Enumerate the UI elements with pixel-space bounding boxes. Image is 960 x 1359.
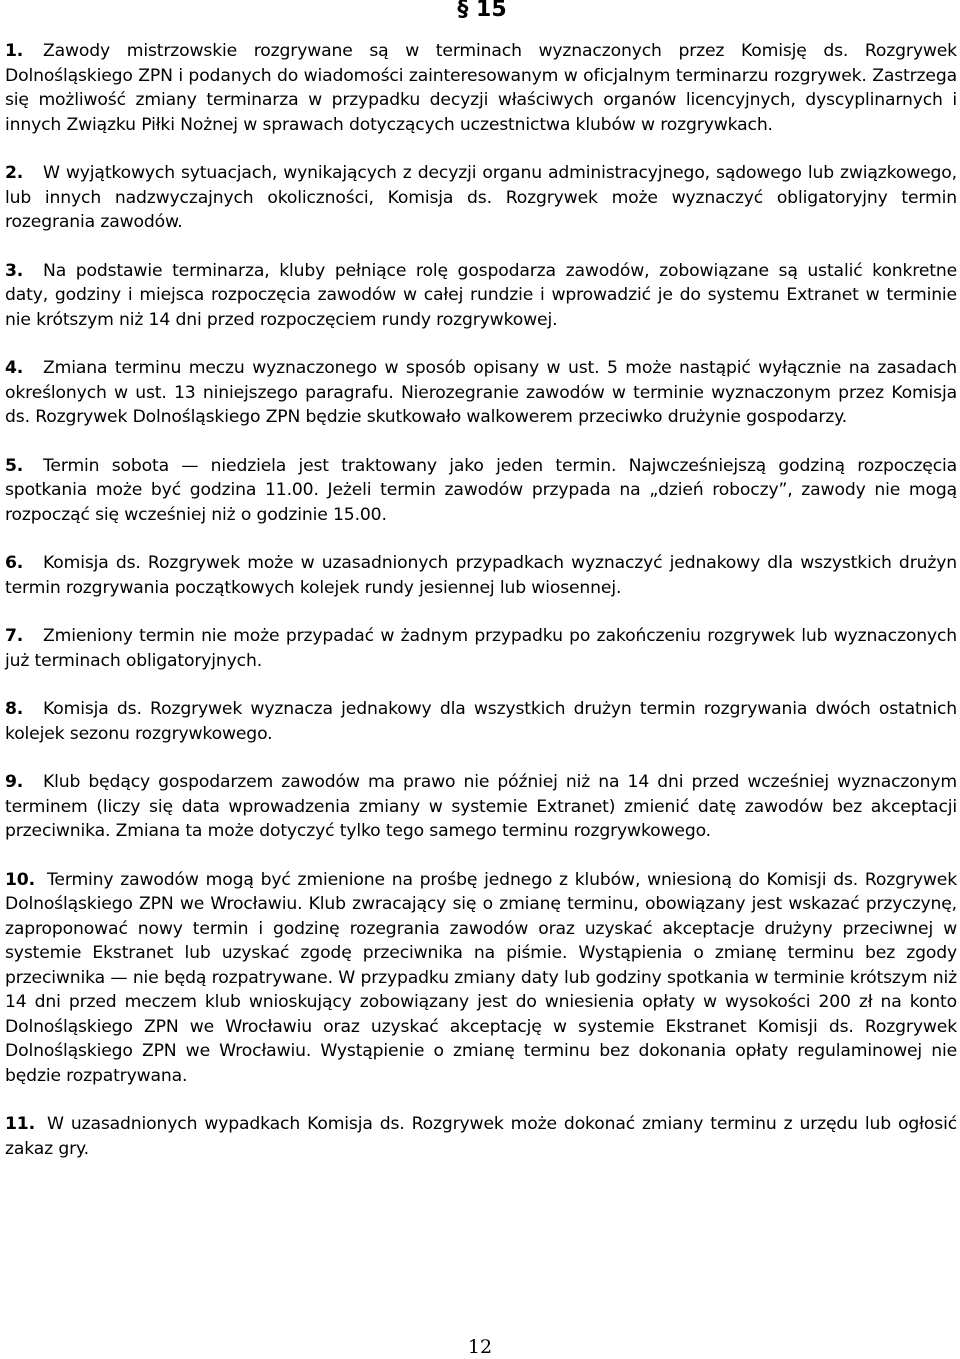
paragraph-8 (5, 697, 957, 746)
section-heading-text: § 15 (457, 0, 507, 22)
paragraph-4 (5, 356, 957, 430)
paragraph-text: Zawody mistrzowskie rozgrywane są w terminach wyznaczonych przez Komisję ds. Rozgrywek Dolnośląskiego ZPN i podanych do wiadomości zainteresowanym w oficjalnym terminarzu rozgrywek. Zastrzega się możliwość zmiany terminarza w przypadku decyzji właściwych organów licencyjnych, dyscyplinarnych i innych Związku Piłki Nożnej w sprawach dotyczących uczestnictwa klubów w rozgrywkach. (5, 41, 957, 135)
paragraph-text: Klub będący gospodarzem zawodów ma prawo nie później niż na 14 dni przed wcześniej wyznaczonym terminem (liczy się data wprowadzenia zmiany w systemie Extranet) zmienić datę zawodów bez akceptacji przeciwnika. Zmiana ta może dotyczyć tylko tego samego terminu rozgrywkowego. (5, 772, 957, 841)
paragraph-number: 2. (5, 163, 24, 183)
paragraph-number: 7. (5, 626, 24, 646)
paragraph-text: W uzasadnionych wypadkach Komisja ds. Rozgrywek może dokonać zmiany terminu z urzędu lub ogłosić zakaz gry. (5, 1114, 957, 1159)
paragraph-number: 10. (5, 869, 35, 890)
paragraph-text: W wyjątkowych sytuacjach, wynikających z decyzji organu administracyjnego, sądowego lub związkowego, lub innych nadzwyczajnych okoliczności, Komisja ds. Rozgrywek może wyznaczyć obligatoryjny termin rozegrania zawodów. (5, 163, 957, 232)
paragraph-text: Zmieniony termin nie może przypadać w żadnym przypadku po zakończeniu rozgrywek lub wyznaczonych już terminach obligatoryjnych. (5, 626, 957, 671)
paragraph-number: 8. (5, 699, 24, 719)
paragraph-6 (5, 551, 957, 600)
paragraph-number: 4. (5, 358, 24, 378)
paragraph-number: 1. (5, 41, 24, 61)
paragraph-text: Zmiana terminu meczu wyznaczonego w sposób opisany w ust. 5 może nastąpić wyłącznie na zasadach określonych w ust. 13 niniejszego paragrafu. Nierozegranie zawodów w terminie wyznaczonym przez Komisja ds. Rozgrywek Dolnośląskiego ZPN będzie skutkowało walkowerem przeciwko drużynie gospodarzy. (5, 358, 957, 427)
paragraph-9 (5, 770, 957, 844)
paragraph-text: Komisja ds. Rozgrywek może w uzasadnionych przypadkach wyznaczyć jednakowy dla wszystkich drużyn termin rozgrywania początkowych kolejek rundy jesiennej lub wiosennej. (5, 553, 957, 598)
paragraph-10 (5, 868, 957, 1089)
paragraph-text: Komisja ds. Rozgrywek wyznacza jednakowy dla wszystkich drużyn termin rozgrywania dwóch ostatnich kolejek sezonu rozgrywkowego. (5, 699, 957, 744)
paragraph-5 (5, 454, 957, 528)
paragraph-number: 5. (5, 455, 24, 476)
paragraph-text: Terminy zawodów mogą być zmienione na prośbę jednego z klubów, wniesioną do Komisji ds. Rozgrywek Dolnośląskiego ZPN we Wrocławiu. Klub zwracający się o zmianę terminu, obowiązany jest wskazać przyczynę, zaproponować nowy termin i godzinę rozegrania zawodów oraz uzyskać akceptacje drużyny przeciwnej w systemie Ekstranet lub uzyskać zgodę przeciwnika na piśmie. Wystąpienia o zmianę terminu bez zgody przeciwnika — nie będą rozpatrywane. W przypadku zmiany daty lub godziny spotkania w terminie krótszym niż 14 dni przed meczem klub wnioskujący zobowiązany jest do wniesienia opłaty w wysokości 200 zł na konto Dolnośląskiego ZPN we Wrocławiu oraz uzyskać akceptację w systemie Ekstranet Komisji ds. Rozgrywek Dolnośląskiego ZPN we Wrocławiu. Wystąpienie o zmianę terminu bez dokonania opłaty regulaminowej nie będzie rozpatrywana. (5, 869, 957, 1086)
paragraph-7 (5, 624, 957, 673)
paragraph-11 (5, 1112, 957, 1161)
paragraph-text: Na podstawie terminarza, kluby pełniące rolę gospodarza zawodów, zobowiązane są ustalić konkretne daty, godziny i miejsca rozpoczęcia zawodów w całej rundzie i wprowadzić je do systemu Extranet w terminie nie krótszym niż 14 dni przed rozpoczęciem rundy rozgrywkowej. (5, 260, 957, 330)
paragraph-text: Termin sobota — niedziela jest traktowany jako jeden termin. Najwcześniejszą godziną rozpoczęcia spotkania może być godzina 11.00. Jeżeli termin zawodów przypada na „dzień roboczy”, zawody nie mogą rozpocząć się wcześniej niż o godzinie 15.00. (5, 455, 957, 525)
section-heading (0, 0, 960, 24)
page-number: 12 (467, 1336, 493, 1358)
paragraph-number: 11. (5, 1114, 35, 1134)
paragraph-number: 9. (5, 772, 24, 792)
paragraph-number: 3. (5, 260, 24, 281)
paragraph-number: 6. (5, 553, 24, 573)
paragraph-3 (5, 259, 957, 333)
paragraph-2 (5, 161, 957, 235)
document-body (5, 39, 957, 1161)
paragraph-1 (5, 39, 957, 137)
